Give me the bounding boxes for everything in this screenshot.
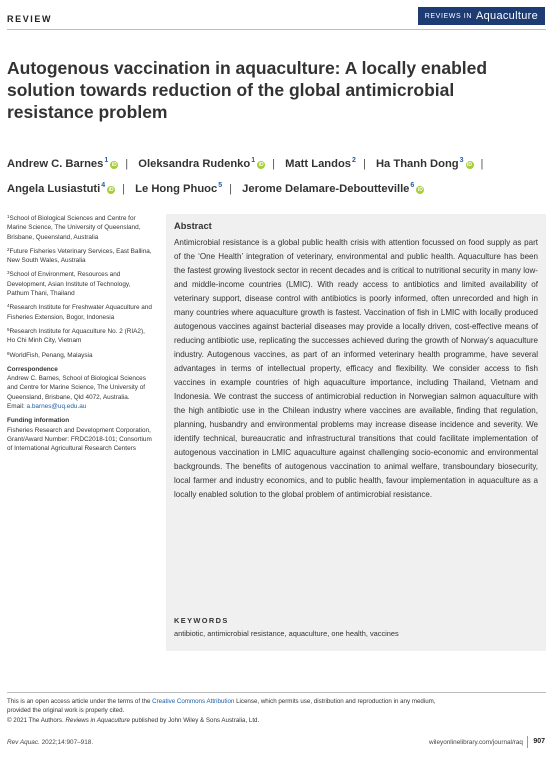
affiliation-number: 5 (7, 326, 10, 332)
abstract-box (166, 214, 546, 651)
email-label: Email: (7, 403, 25, 411)
affiliation-text: Research Institute for Aquaculture No. 2 (RIA2), Ho Chi Minh City, Vietnam (7, 327, 145, 345)
copyright-suffix: published by John Wiley & Sons Australia, Ltd. (129, 716, 260, 724)
correspondence-heading: Correspondence (7, 365, 58, 373)
affiliation-number: 2 (7, 246, 10, 252)
author-name-text: Angela Lusiastuti (7, 183, 101, 195)
author-name-text: Matt Landos (285, 158, 352, 170)
affiliation-marker: 4 (101, 182, 106, 189)
footer-divider (527, 736, 528, 748)
author-name-text: Jerome Delamare-Deboutteville (242, 183, 410, 195)
affiliation-text: School of Environment, Resources and Development, Asian Institute of Technology, Pathum Thani, Thailand (7, 271, 131, 298)
author-name-text: Le Hong Phuoc (135, 183, 218, 195)
author-separator: | (480, 158, 484, 170)
funding-text: Fisheries Research and Development Corporation, Grant/Award Number: FRDC2018-101; Consortium of International Agricultural Research Centers (7, 426, 152, 453)
affiliation-number: 3 (7, 270, 10, 276)
bottom-rule (7, 692, 546, 693)
license-text-1: This is an open access article under the terms of the (7, 698, 153, 705)
affiliation-marker: 5 (218, 182, 223, 189)
badge-journal: Aquaculture (475, 10, 538, 22)
affiliation-number: 6 (7, 350, 10, 356)
author-separator: | (272, 158, 276, 170)
sidebar (7, 212, 153, 457)
license-text-3: provided the original work is properly cited. (7, 707, 125, 715)
affiliation-marker: 3 (459, 157, 464, 164)
author-name[interactable] (7, 158, 118, 170)
author-name[interactable] (135, 183, 222, 195)
footer-url[interactable]: wileyonlinelibrary.com/journal/raq (428, 739, 523, 746)
license-text-2: License, which permits use, distribution and reproduction in any medium, (234, 698, 436, 705)
footer-citation (7, 739, 93, 746)
affiliation-marker: 6 (410, 182, 415, 189)
article-title: Autogenous vaccination in aquaculture: A locally enabled solution towards reduction of the global antimicrobial resistance problem (7, 58, 488, 122)
affiliation-number: 4 (7, 303, 10, 309)
author-separator: | (122, 183, 126, 195)
funding-heading: Funding information (7, 417, 70, 425)
affiliation-text: School of Biological Sciences and Centre for Marine Science, The University of Queensland, Brisbane, Queensland, Australia (7, 215, 141, 241)
affiliation-item (7, 349, 153, 360)
author-list (7, 150, 547, 200)
orcid-icon[interactable]: iD (417, 187, 423, 193)
keywords-text: antibiotic, antimicrobial resistance, aquaculture, one health, vaccines (174, 629, 399, 638)
affiliation-text: Future Fisheries Veterinary Services, East Ballina, New South Wales, Australia (7, 247, 152, 265)
citation-journal: Rev Aquac. (7, 739, 40, 746)
affiliation-text: Research Institute for Freshwater Aquaculture and Fisheries Extension, Bogor, Indonesia (7, 304, 152, 321)
affiliation-item (7, 268, 153, 298)
author-separator: | (362, 158, 366, 170)
author-name[interactable] (285, 158, 356, 170)
citation-rest: 2022;14:907–918. (39, 739, 94, 746)
affiliation-number: 1 (7, 214, 10, 219)
affiliation-marker: 1 (104, 157, 109, 164)
affiliation-item (7, 301, 153, 322)
orcid-icon[interactable]: iD (111, 162, 117, 168)
orcid-icon[interactable]: iD (467, 162, 473, 168)
author-name-text: Ha Thanh Dong (375, 158, 459, 170)
license-link[interactable]: Creative Commons Attribution (152, 698, 235, 705)
author-name[interactable] (7, 183, 115, 195)
correspondence-block (7, 374, 153, 411)
copyright-journal: Reviews in Aquaculture (65, 716, 130, 724)
affiliation-item (7, 212, 153, 242)
top-rule (7, 29, 546, 30)
author-name[interactable] (138, 158, 265, 170)
abstract-text: Antimicrobial resistance is a global public health crisis with attention focussed on food supply as part of the ‘One Health’ integration of veterinary, environmental and public health. Aquaculture has been the fastest growing livestock sector in recent decades and is critical to nutritional security in many low- and middle-income countries (LMIC). With ready access to antibiotics and limited availability of veterinary support, disease control with antibiotics is poorly informed, often unrecorded and high in many countries where aquaculture growth is fastest. Vaccination of fish in LMIC with locally produced autogenous vaccines against bacterial diseases may provide a locally driven, cost-effective means of reducing antibiotic use, replicating the successes achieved during the growth of Norway’s aquaculture industry. Autogenous vaccines, as part of an informed veterinary health programme, have several advantages in terms of intellectual property, efficacy and flexibility. We consider access to fish vaccines in example countries of high aquaculture importance, including Thailand, Vietnam and Indonesia. We contrast the success of antimicrobial reduction in Norwegian salmon aquaculture with the high antibiotic use in the Chilean industry where vaccines are available, finding that regulation, planning, husbandry and environmental problems may increase disease incidence and severity. We identify technical, bureaucratic and infrastructural transitions that could facilitate implementation of autogenous vaccination in LMIC aquaculture against challenging socio-economic and environmental backgrounds. The benefits of autogenous vaccination to animal welfare, transboundary biosecurity, local farmer and industry economics, and to public health, favour implementation in aquaculture as a locally enabled solution to the global problem of antimicrobial resistance. (174, 238, 538, 499)
author-separator: | (125, 158, 129, 170)
section-label: REVIEW (7, 14, 53, 24)
keywords-heading: KEYWORDS (174, 616, 229, 625)
author-name[interactable] (376, 158, 474, 170)
page-number: 907 (533, 738, 545, 745)
license-notice (7, 697, 547, 725)
author-name[interactable] (242, 183, 424, 195)
orcid-icon[interactable]: iD (108, 187, 114, 193)
correspondence-text: Andrew C. Barnes, School of Biological Sciences and Centre for Marine Science, The University of Queensland, Brisbane, Qld 4072, Australia. (7, 375, 146, 401)
author-name-text: Oleksandra Rudenko (138, 158, 251, 170)
orcid-icon[interactable]: iD (258, 162, 264, 168)
journal-badge[interactable] (418, 7, 545, 25)
affiliation-list (7, 212, 153, 360)
badge-prefix: REVIEWS IN (424, 12, 472, 20)
copyright-prefix: © 2021 The Authors. (7, 716, 66, 724)
affiliation-marker: 1 (251, 157, 256, 164)
affiliation-item (7, 325, 153, 346)
affiliation-text: WorldFish, Penang, Malaysia (9, 351, 93, 359)
author-name-text: Andrew C. Barnes (7, 158, 104, 170)
email-link[interactable]: a.barnes@uq.edu.au (26, 403, 87, 411)
author-separator: | (229, 183, 233, 195)
abstract-heading: Abstract (174, 221, 212, 231)
affiliation-item (7, 245, 153, 266)
affiliation-marker: 2 (352, 157, 356, 164)
